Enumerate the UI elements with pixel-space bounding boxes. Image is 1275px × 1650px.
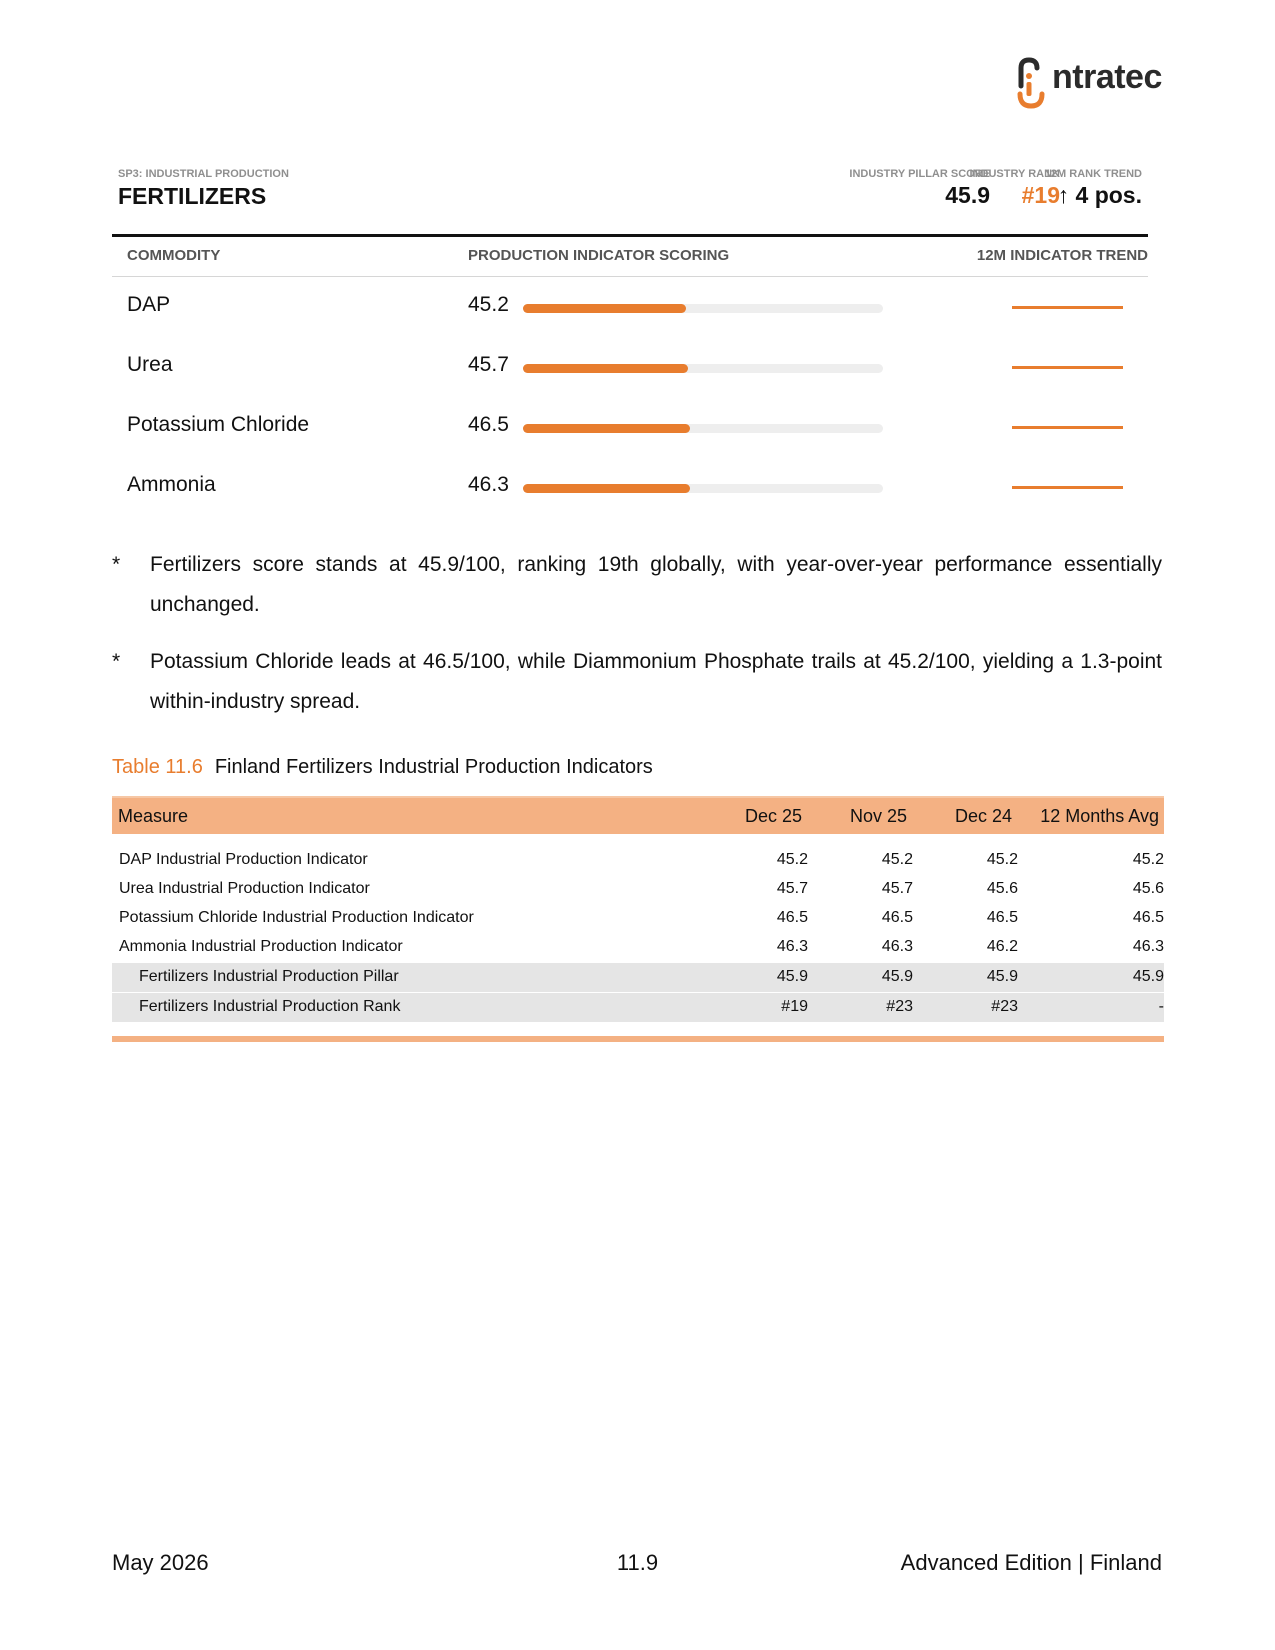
table-caption xyxy=(112,756,653,779)
table-row-pillar xyxy=(112,962,1164,992)
cell-dec-25: #19 xyxy=(781,998,808,1015)
logo-mark-icon xyxy=(1015,56,1055,112)
pillar-score-value: 45.9 xyxy=(945,182,990,208)
logo-wordmark: ntratec xyxy=(1052,58,1162,96)
table-bottom-rule xyxy=(112,1036,1164,1042)
col-commodity-header: COMMODITY xyxy=(127,247,221,264)
cell-measure: Fertilizers Industrial Production Pillar xyxy=(139,968,399,985)
cell-dec-25: 45.2 xyxy=(776,851,808,868)
cell-dec-24: 46.2 xyxy=(986,938,1018,955)
cell-12-months-avg: 46.3 xyxy=(1132,938,1164,955)
cell-12-months-avg: 46.5 xyxy=(1132,909,1164,926)
commodity-row xyxy=(112,467,1148,507)
cell-12-months-avg: - xyxy=(1158,998,1164,1015)
section-kicker: SP3: INDUSTRIAL PRODUCTION xyxy=(118,168,289,180)
th-dec-25: Dec 25 xyxy=(744,806,802,826)
commodity-name: Potassium Chloride xyxy=(127,413,310,436)
th-measure: Measure xyxy=(118,806,189,826)
table-row xyxy=(112,875,1164,904)
cell-nov-25: 45.7 xyxy=(881,880,913,897)
cell-measure: Fertilizers Industrial Production Rank xyxy=(139,998,401,1015)
trend-sparkline xyxy=(1012,486,1123,489)
commodity-row xyxy=(112,287,1148,327)
cell-dec-24: #23 xyxy=(991,998,1018,1015)
commodity-score: 46.5 xyxy=(468,413,509,436)
commodity-name: DAP xyxy=(127,293,171,316)
th-12-months-avg: 12 Months Avg xyxy=(1040,806,1159,826)
score-bar-fill xyxy=(523,364,688,373)
cell-dec-24: 45.2 xyxy=(986,851,1018,868)
industry-rank-value: #19 xyxy=(1021,182,1060,208)
cell-measure: Potassium Chloride Industrial Production Indicator xyxy=(119,909,474,926)
cell-measure: Urea Industrial Production Indicator xyxy=(119,880,370,897)
cell-dec-25: 46.5 xyxy=(776,909,808,926)
cell-12-months-avg: 45.6 xyxy=(1132,880,1164,897)
footer-edition: Advanced Edition | Finland xyxy=(900,1550,1162,1575)
cell-nov-25: 46.5 xyxy=(881,909,913,926)
footer-page-number: 11.9 xyxy=(616,1550,659,1575)
bullet-marker: * xyxy=(112,650,121,673)
cell-12-months-avg: 45.9 xyxy=(1132,968,1164,985)
table-number: Table 11.6 xyxy=(112,756,203,778)
cell-dec-25: 45.7 xyxy=(776,880,808,897)
score-bar-track xyxy=(523,424,883,433)
section-header xyxy=(112,162,1148,214)
commodity-score: 46.3 xyxy=(468,473,509,496)
industry-rank-label: INDUSTRY RANK xyxy=(969,168,1060,180)
score-bar-fill xyxy=(523,424,690,433)
trend-sparkline xyxy=(1012,366,1123,369)
footer-date: May 2026 xyxy=(112,1550,209,1575)
commodity-score: 45.2 xyxy=(468,293,509,316)
cell-measure: Ammonia Industrial Production Indicator xyxy=(119,938,403,955)
intratec-logo xyxy=(1015,56,1170,112)
col-scoring-header: PRODUCTION INDICATOR SCORING xyxy=(468,247,730,264)
th-dec-24: Dec 24 xyxy=(954,806,1012,826)
header-divider xyxy=(112,234,1148,237)
commodity-row xyxy=(112,347,1148,387)
bullet-text: Potassium Chloride leads at 46.5/100, while Diammonium Phosphate trails at 45.2/100, yielding a 1.3-point within-industry spread. xyxy=(150,650,1162,713)
bullet-marker: * xyxy=(112,553,121,576)
cell-dec-24: 46.5 xyxy=(986,909,1018,926)
score-bar-track xyxy=(523,304,883,313)
trend-sparkline xyxy=(1012,426,1123,429)
trend-sparkline xyxy=(1012,306,1123,309)
bullet-text: Fertilizers score stands at 45.9/100, ranking 19th globally, with year-over-year performance essentially unchanged. xyxy=(150,553,1162,616)
commodity-row xyxy=(112,407,1148,447)
commodity-name: Ammonia xyxy=(127,473,216,496)
score-bar-track xyxy=(523,364,883,373)
section-title: FERTILIZERS xyxy=(118,183,267,209)
column-header-divider xyxy=(112,276,1148,277)
cell-nov-25: 45.9 xyxy=(881,968,913,985)
score-bar-fill xyxy=(523,304,686,313)
cell-nov-25: 45.2 xyxy=(881,851,913,868)
cell-dec-24: 45.9 xyxy=(986,968,1018,985)
th-nov-25: Nov 25 xyxy=(849,806,907,826)
table-row xyxy=(112,846,1164,875)
table-row xyxy=(112,933,1164,962)
score-bar-fill xyxy=(523,484,690,493)
cell-dec-24: 45.6 xyxy=(986,880,1018,897)
cell-dec-25: 46.3 xyxy=(776,938,808,955)
pillar-score-label: INDUSTRY PILLAR SCORE xyxy=(849,168,990,180)
cell-nov-25: #23 xyxy=(886,998,913,1015)
cell-measure: DAP Industrial Production Indicator xyxy=(119,851,368,868)
col-trend-header: 12M INDICATOR TREND xyxy=(976,247,1148,264)
table-row-rank xyxy=(112,992,1164,1022)
rank-trend-label: 12M RANK TREND xyxy=(1044,168,1142,180)
rank-trend-stat xyxy=(1045,168,1142,209)
cell-dec-25: 45.9 xyxy=(776,968,808,985)
commodity-name: Urea xyxy=(127,353,173,376)
commodity-score: 45.7 xyxy=(468,353,509,376)
table-title: Finland Fertilizers Industrial Production Indicators xyxy=(214,756,653,778)
cell-nov-25: 46.3 xyxy=(881,938,913,955)
table-row xyxy=(112,904,1164,933)
indicators-table xyxy=(112,796,1164,1042)
table-header-row xyxy=(112,796,1164,834)
score-bar-track xyxy=(523,484,883,493)
cell-12-months-avg: 45.2 xyxy=(1132,851,1164,868)
rank-trend-value: ↑ 4 pos. xyxy=(1057,182,1142,208)
